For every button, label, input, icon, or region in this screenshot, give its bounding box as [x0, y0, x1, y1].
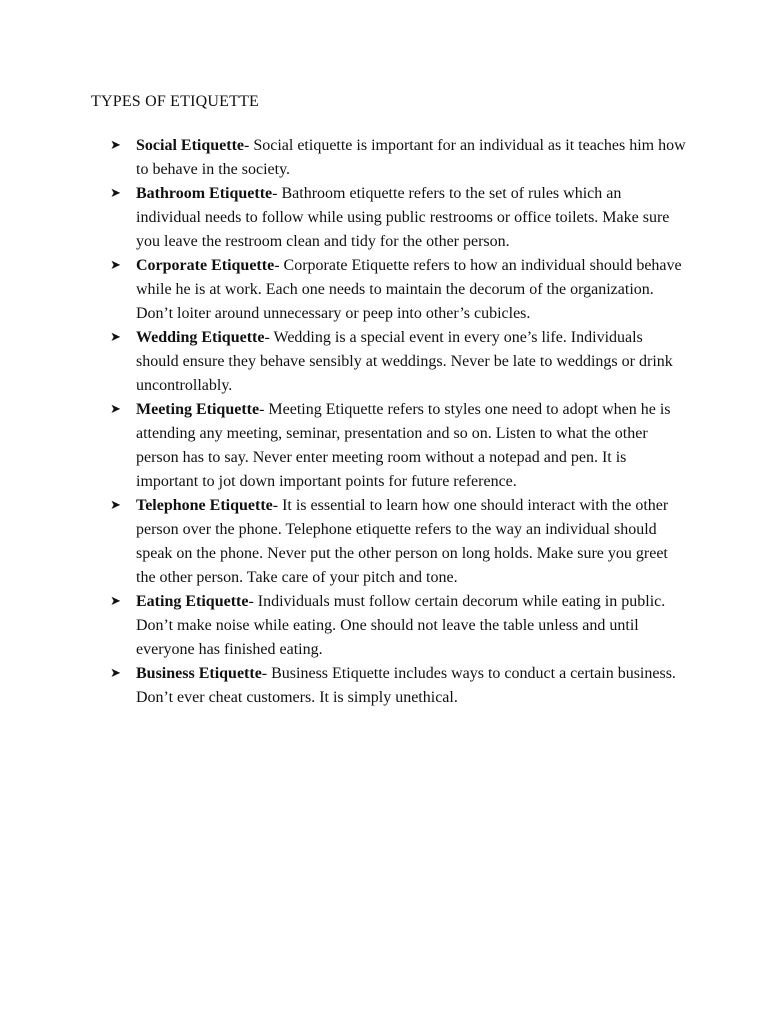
- arrowhead-bullet-icon: ➤: [110, 498, 121, 513]
- arrowhead-bullet-icon: ➤: [110, 666, 121, 681]
- item-text: - Individuals must follow certain decorum while eating in public. Don’t make noise while eating. One should not leave the table unless and until everyone has finished eating.: [136, 593, 666, 658]
- item-text: - Business Etiquette includes ways to conduct a certain business. Don’t ever cheat customers. It is simply unethical.: [136, 665, 676, 706]
- item-text: - Wedding is a special event in every one’s life. Individuals should ensure they behave sensibly at weddings. Never be late to weddings or drink uncontrollably.: [136, 329, 673, 394]
- list-item: [106, 254, 686, 326]
- item-term: Business Etiquette: [136, 665, 262, 682]
- list-item: [106, 326, 686, 398]
- list-item: [106, 398, 686, 494]
- arrowhead-bullet-icon: ➤: [110, 186, 121, 201]
- arrowhead-bullet-icon: ➤: [110, 594, 121, 609]
- list-item: [106, 494, 686, 590]
- list-item: [106, 590, 686, 662]
- item-term: Bathroom Etiquette: [136, 185, 273, 202]
- list-item: [106, 662, 686, 710]
- item-term: Social Etiquette: [136, 137, 244, 154]
- page-title: TYPES OF ETIQUETTE: [91, 93, 260, 110]
- list-item: [106, 182, 686, 254]
- arrowhead-bullet-icon: ➤: [110, 258, 121, 273]
- arrowhead-bullet-icon: ➤: [110, 402, 121, 417]
- item-term: Telephone Etiquette: [136, 497, 273, 514]
- item-term: Eating Etiquette: [136, 593, 249, 610]
- item-term: Wedding Etiquette: [136, 329, 265, 346]
- item-text: - Meeting Etiquette refers to styles one need to adopt when he is attending any meeting, seminar, presentation and so on. Listen to what the other person has to say. Never enter meeting room without a notepad and pen. It is important to jot down important points for future reference.: [136, 401, 671, 490]
- item-text: - Bathroom etiquette refers to the set of rules which an individual needs to follow while using public restrooms or office toilets. Make sure you leave the restroom clean and tidy for the other person.: [136, 185, 670, 250]
- etiquette-list: [106, 134, 686, 710]
- item-term: Corporate Etiquette: [136, 257, 275, 274]
- item-term: Meeting Etiquette: [136, 401, 260, 418]
- item-text: - It is essential to learn how one should interact with the other person over the phone. Telephone etiquette refers to the way an individual should speak on the phone. Never put the other person on long holds. Make sure you greet the other person. Take care of your pitch and tone.: [136, 497, 669, 586]
- arrowhead-bullet-icon: ➤: [110, 330, 121, 345]
- item-text: - Social etiquette is important for an individual as it teaches him how to behave in the society.: [136, 137, 686, 178]
- arrowhead-bullet-icon: ➤: [110, 138, 121, 153]
- item-text: - Corporate Etiquette refers to how an individual should behave while he is at work. Each one needs to maintain the decorum of the organization. Don’t loiter around unnecessary or peep into other’s cubicles.: [136, 257, 682, 322]
- list-item: [106, 134, 686, 182]
